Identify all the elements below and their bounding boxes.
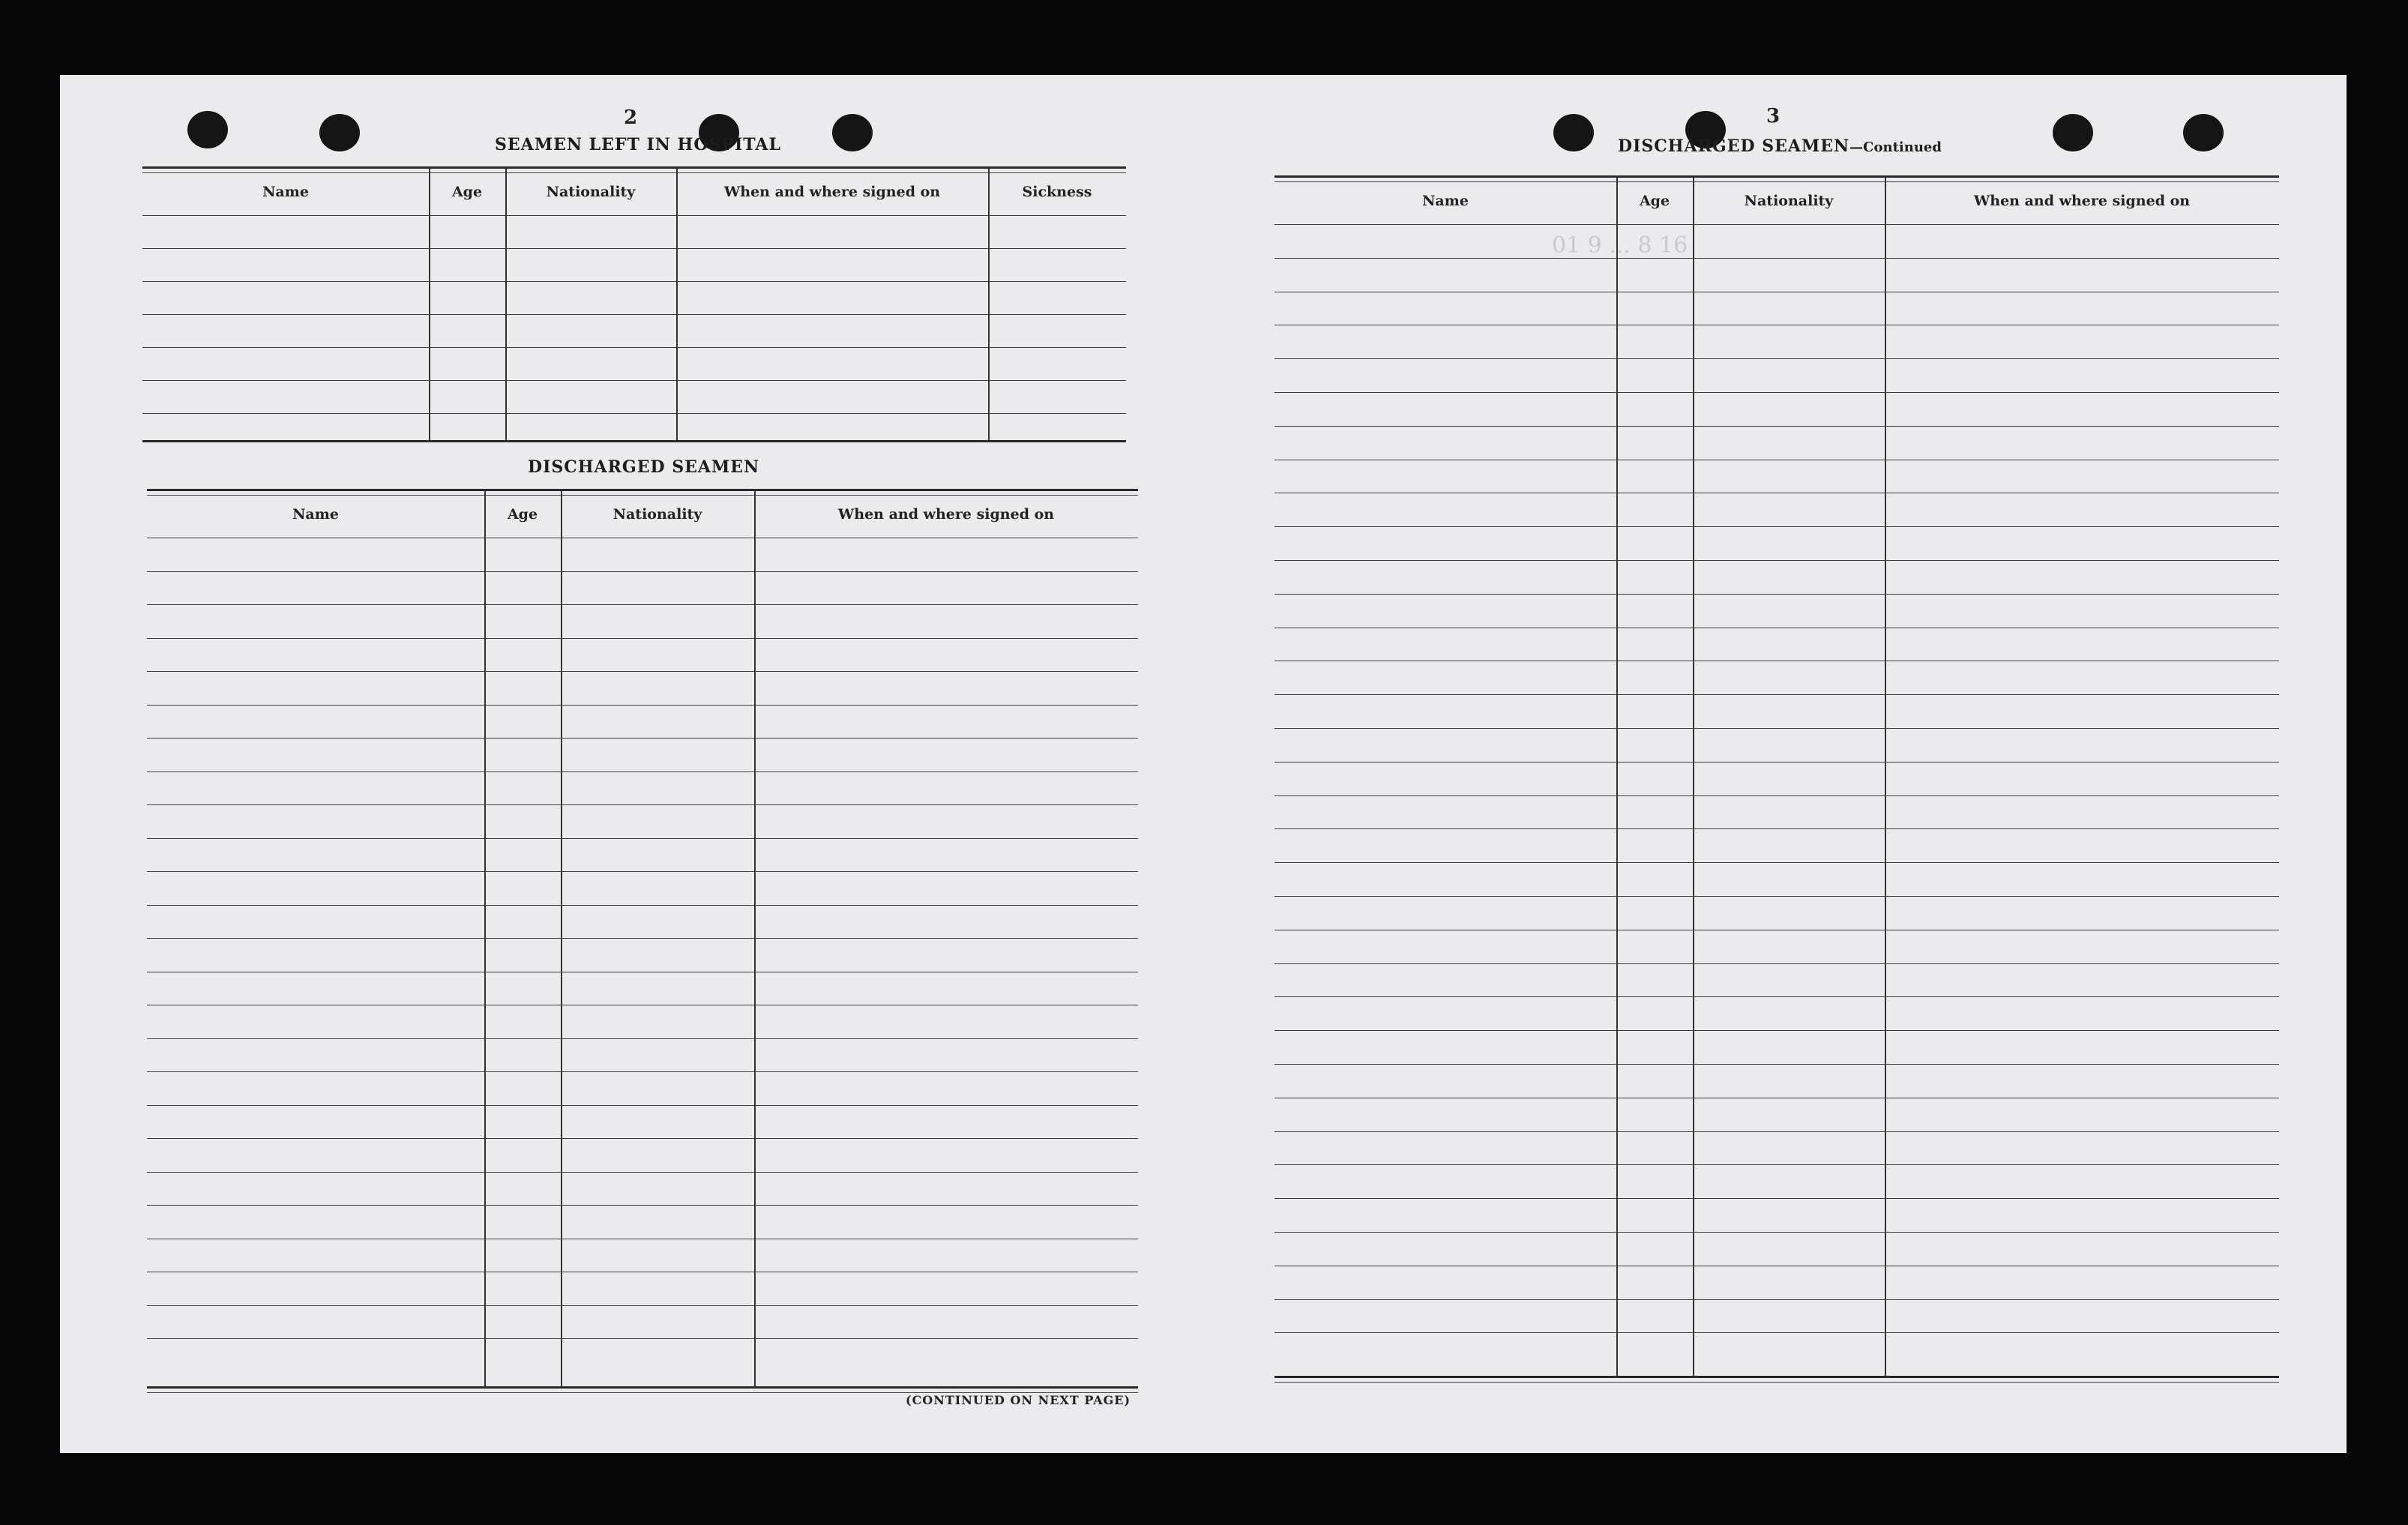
ruled-line [147, 1071, 1138, 1072]
ruled-line [147, 804, 1138, 805]
column-divider [676, 169, 678, 440]
column-divider [561, 491, 562, 1386]
ruled-line [1274, 258, 2279, 259]
ruled-line [147, 1105, 1138, 1106]
ruled-line [147, 671, 1138, 672]
ruled-line [1274, 1064, 2279, 1065]
column-divider [505, 169, 507, 440]
ruled-line [1274, 358, 2279, 359]
ruled-line [1274, 526, 2279, 527]
ruled-line [147, 1038, 1138, 1039]
col-header-nationality: Nationality [1744, 193, 1834, 209]
ruled-line [147, 871, 1138, 872]
continued-footer: (CONTINUED ON NEXT PAGE) [906, 1393, 1131, 1407]
right-section-title-main: DISCHARGED SEAMEN [1618, 136, 1850, 156]
ruled-line [1274, 560, 2279, 561]
punch-hole [1553, 114, 1594, 151]
ruled-line [142, 314, 1126, 315]
ruled-line [1274, 896, 2279, 897]
document-sheet [60, 75, 2347, 1453]
punch-hole [319, 114, 360, 151]
ruled-line [1274, 1030, 2279, 1031]
col-header-signed-on: When and where signed on [1973, 193, 2191, 209]
ruled-line [147, 705, 1138, 706]
ruled-line [147, 1305, 1138, 1306]
ruled-line [1274, 1198, 2279, 1199]
ruled-line [147, 571, 1138, 572]
hospital-section-title: SEAMEN LEFT IN HOSPITAL [495, 135, 781, 154]
column-divider [754, 491, 756, 1386]
faint-stamp: 01 9 ... 8 16 [1552, 232, 1688, 259]
ruled-line [147, 771, 1138, 772]
ruled-line [1274, 694, 2279, 695]
col-header-name: Name [292, 506, 339, 523]
ruled-line [1274, 862, 2279, 863]
ruled-line [1274, 1332, 2279, 1333]
punch-hole [187, 111, 228, 148]
ruled-line [147, 1205, 1138, 1206]
column-divider [988, 169, 990, 440]
column-divider [1616, 178, 1618, 1376]
ruled-line [147, 1138, 1138, 1139]
discharged-section-title: DISCHARGED SEAMEN [528, 457, 760, 477]
column-divider [429, 169, 430, 440]
ruled-line [1274, 828, 2279, 829]
ruled-line [1274, 392, 2279, 393]
column-divider [1693, 178, 1694, 1376]
ruled-line [147, 738, 1138, 739]
col-header-age: Age [451, 184, 483, 200]
column-divider [484, 491, 486, 1386]
column-divider [1885, 178, 1886, 1376]
col-header-name: Name [1422, 193, 1469, 209]
col-header-age: Age [1639, 193, 1670, 209]
col-header-nationality: Nationality [612, 506, 702, 523]
ruled-line [147, 1172, 1138, 1173]
discharged-table [147, 489, 1138, 1389]
ruled-line [147, 905, 1138, 906]
ruled-line [142, 215, 1126, 216]
punch-hole [832, 114, 873, 151]
left-page-number: 2 [624, 106, 638, 129]
ruled-line [1274, 1164, 2279, 1165]
right-section-title [1618, 136, 1942, 156]
col-header-sickness: Sickness [1022, 184, 1092, 200]
ruled-line [147, 938, 1138, 939]
ruled-line [147, 638, 1138, 639]
ruled-line [142, 380, 1126, 381]
ruled-line [1274, 594, 2279, 595]
ruled-line [1274, 1232, 2279, 1233]
col-header-signed-on: When and where signed on [723, 184, 941, 200]
ruled-line [1274, 728, 2279, 729]
ruled-line [147, 604, 1138, 605]
ruled-line [1274, 795, 2279, 796]
ruled-line [142, 413, 1126, 414]
punch-hole [2183, 114, 2224, 151]
hospital-table [142, 166, 1126, 442]
col-header-signed-on: When and where signed on [837, 506, 1055, 523]
ruled-line [142, 248, 1126, 249]
col-header-name: Name [262, 184, 309, 200]
ruled-line [1274, 996, 2279, 997]
ruled-line [147, 838, 1138, 839]
ruled-line [147, 1338, 1138, 1339]
ruled-line [142, 347, 1126, 348]
ruled-line [1274, 963, 2279, 964]
discharged-continued-table [1274, 175, 2279, 1378]
col-header-age: Age [507, 506, 538, 523]
right-section-title-suffix: —Continued [1849, 139, 1942, 155]
right-page-number: 3 [1766, 105, 1781, 127]
ruled-line [1274, 1299, 2279, 1300]
ruled-line [1274, 426, 2279, 427]
col-header-nationality: Nationality [546, 184, 636, 200]
punch-hole [2053, 114, 2093, 151]
ruled-line [1274, 1131, 2279, 1132]
ruled-line [142, 281, 1126, 282]
ruled-line [1274, 224, 2279, 225]
